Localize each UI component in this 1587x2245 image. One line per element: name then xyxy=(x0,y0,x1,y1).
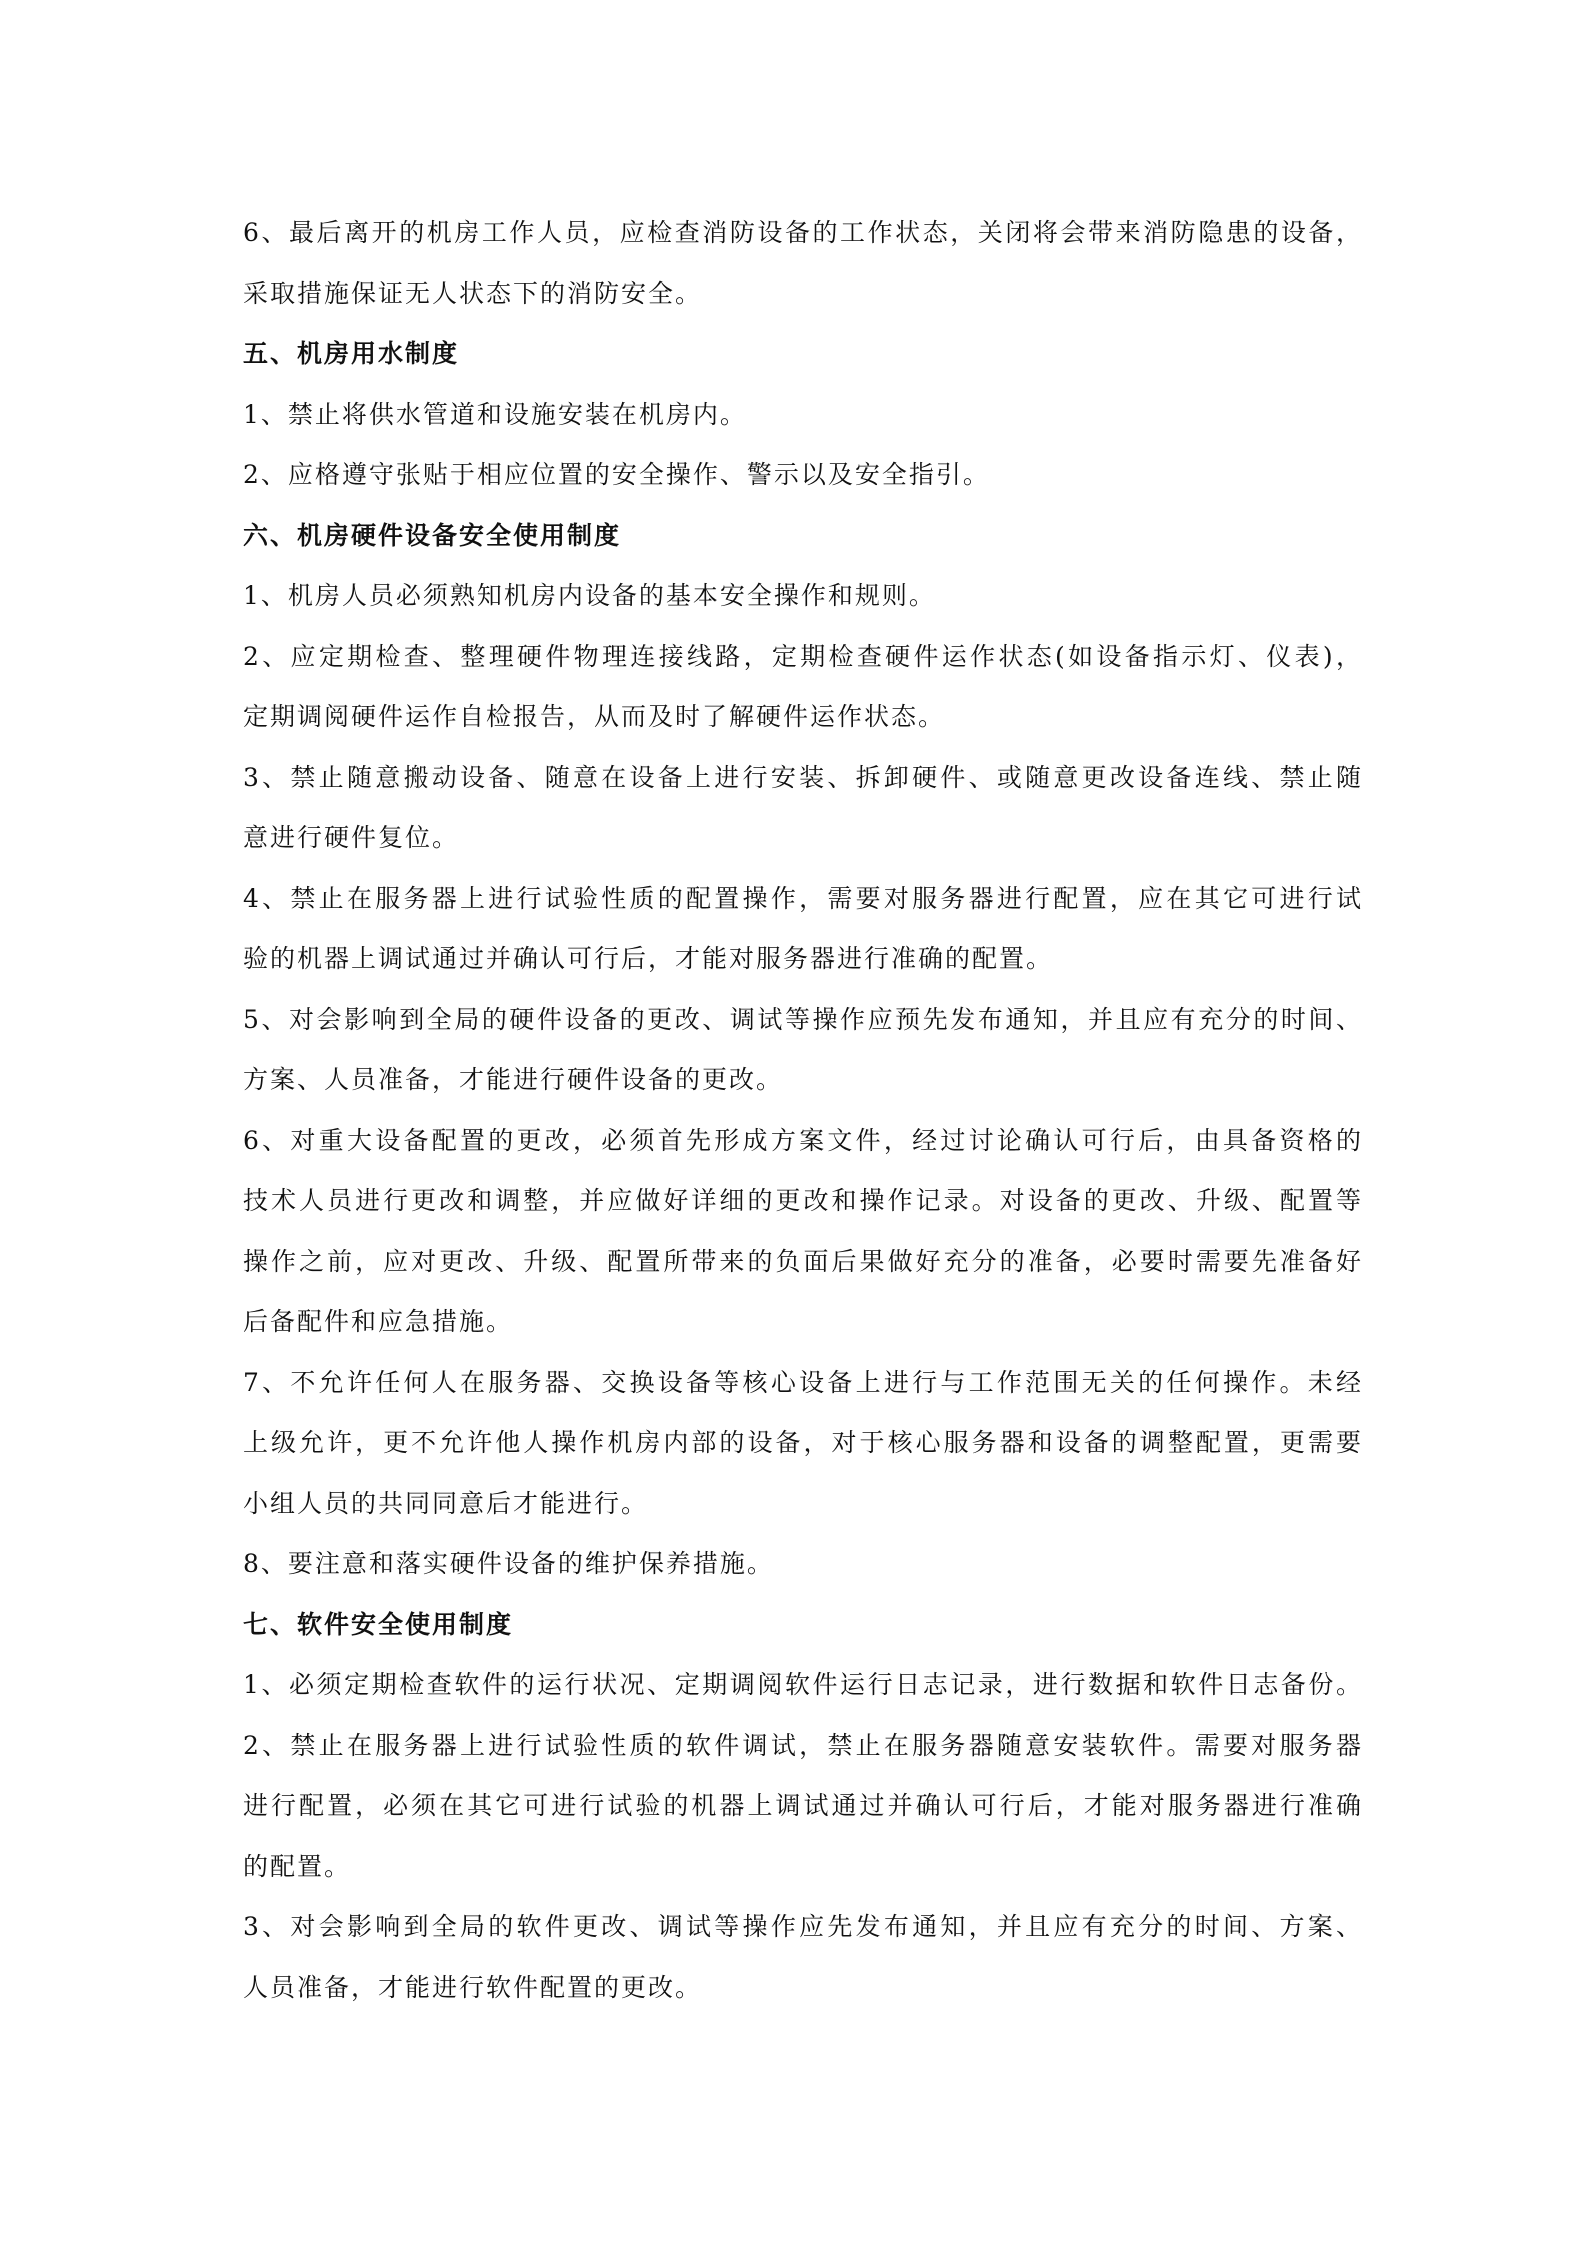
paragraph xyxy=(243,627,1363,748)
paragraph xyxy=(243,566,1363,627)
text-line: 后备配件和应急措施。 xyxy=(243,1307,514,1336)
text-line: 验的机器上调试通过并确认可行后，才能对服务器进行准确的配置。 xyxy=(243,944,1054,973)
text-line: 意进行硬件复位。 xyxy=(243,823,460,852)
text-line: 七、软件安全使用制度 xyxy=(243,1609,514,1639)
text-line: 技术人员进行更改和调整，并应做好详细的更改和操作记录。对设备的更改、升级、配置等 xyxy=(243,1186,1363,1215)
section-heading xyxy=(243,506,1363,567)
text-line: 进行配置，必须在其它可进行试验的机器上调试通过并确认可行后，才能对服务器进行准确 xyxy=(243,1791,1363,1820)
document-page xyxy=(243,203,1363,2018)
paragraph xyxy=(243,869,1363,990)
text-line: 采取措施保证无人状态下的消防安全。 xyxy=(243,278,703,308)
paragraph xyxy=(243,990,1363,1111)
section-heading xyxy=(243,1595,1363,1656)
section-heading xyxy=(243,324,1363,385)
paragraph xyxy=(243,1534,1363,1595)
paragraph xyxy=(243,1353,1363,1535)
text-line: 六、机房硬件设备安全使用制度 xyxy=(243,520,622,550)
text-line: 操作之前，应对更改、升级、配置所带来的负面后果做好充分的准备，必要时需要先准备好 xyxy=(243,1246,1363,1276)
text-line: 4、禁止在服务器上进行试验性质的配置操作，需要对服务器进行配置，应在其它可进行试 xyxy=(243,883,1363,913)
text-line: 2、禁止在服务器上进行试验性质的软件调试，禁止在服务器随意安装软件。需要对服务器 xyxy=(243,1730,1363,1760)
paragraph xyxy=(243,203,1363,324)
text-line: 定期调阅硬件运作自检报告，从而及时了解硬件运作状态。 xyxy=(243,702,946,731)
text-line: 方案、人员准备，才能进行硬件设备的更改。 xyxy=(243,1065,784,1094)
text-line: 6、最后离开的机房工作人员，应检查消防设备的工作状态，关闭将会带来消防隐患的设备， xyxy=(243,218,1363,247)
paragraph xyxy=(243,385,1363,446)
text-line: 8、要注意和落实硬件设备的维护保养措施。 xyxy=(243,1549,774,1578)
paragraph xyxy=(243,748,1363,869)
paragraph xyxy=(243,445,1363,506)
text-line: 人员准备，才能进行软件配置的更改。 xyxy=(243,1972,703,2002)
paragraph xyxy=(243,1897,1363,2018)
text-line: 2、应定期检查、整理硬件物理连接线路，定期检查硬件运作状态(如设备指示灯、仪表)， xyxy=(243,641,1363,671)
paragraph xyxy=(243,1716,1363,1898)
text-line: 3、对会影响到全局的软件更改、调试等操作应先发布通知，并且应有充分的时间、方案、 xyxy=(243,1912,1363,1941)
text-line: 上级允许，更不允许他人操作机房内部的设备，对于核心服务器和设备的调整配置，更需要 xyxy=(243,1428,1363,1457)
text-line: 5、对会影响到全局的硬件设备的更改、调试等操作应预先发布通知，并且应有充分的时间、 xyxy=(243,1004,1363,1034)
text-line: 的配置。 xyxy=(243,1851,352,1881)
text-line: 1、禁止将供水管道和设施安装在机房内。 xyxy=(243,399,747,429)
text-line: 3、禁止随意搬动设备、随意在设备上进行安装、拆卸硬件、或随意更改设备连线、禁止随 xyxy=(243,762,1363,792)
text-line: 2、应格遵守张贴于相应位置的安全操作、警示以及安全指引。 xyxy=(243,460,990,489)
text-line: 1、必须定期检查软件的运行状况、定期调阅软件运行日志记录，进行数据和软件日志备份。 xyxy=(243,1670,1363,1699)
text-line: 小组人员的共同同意后才能进行。 xyxy=(243,1488,649,1518)
text-line: 7、不允许任何人在服务器、交换设备等核心设备上进行与工作范围无关的任何操作。未经 xyxy=(243,1367,1363,1397)
paragraph xyxy=(243,1111,1363,1353)
text-line: 6、对重大设备配置的更改，必须首先形成方案文件，经过讨论确认可行后，由具备资格的 xyxy=(243,1125,1363,1155)
text-line: 1、机房人员必须熟知机房内设备的基本安全操作和规则。 xyxy=(243,581,936,610)
text-line: 五、机房用水制度 xyxy=(243,339,460,368)
paragraph xyxy=(243,1655,1363,1716)
